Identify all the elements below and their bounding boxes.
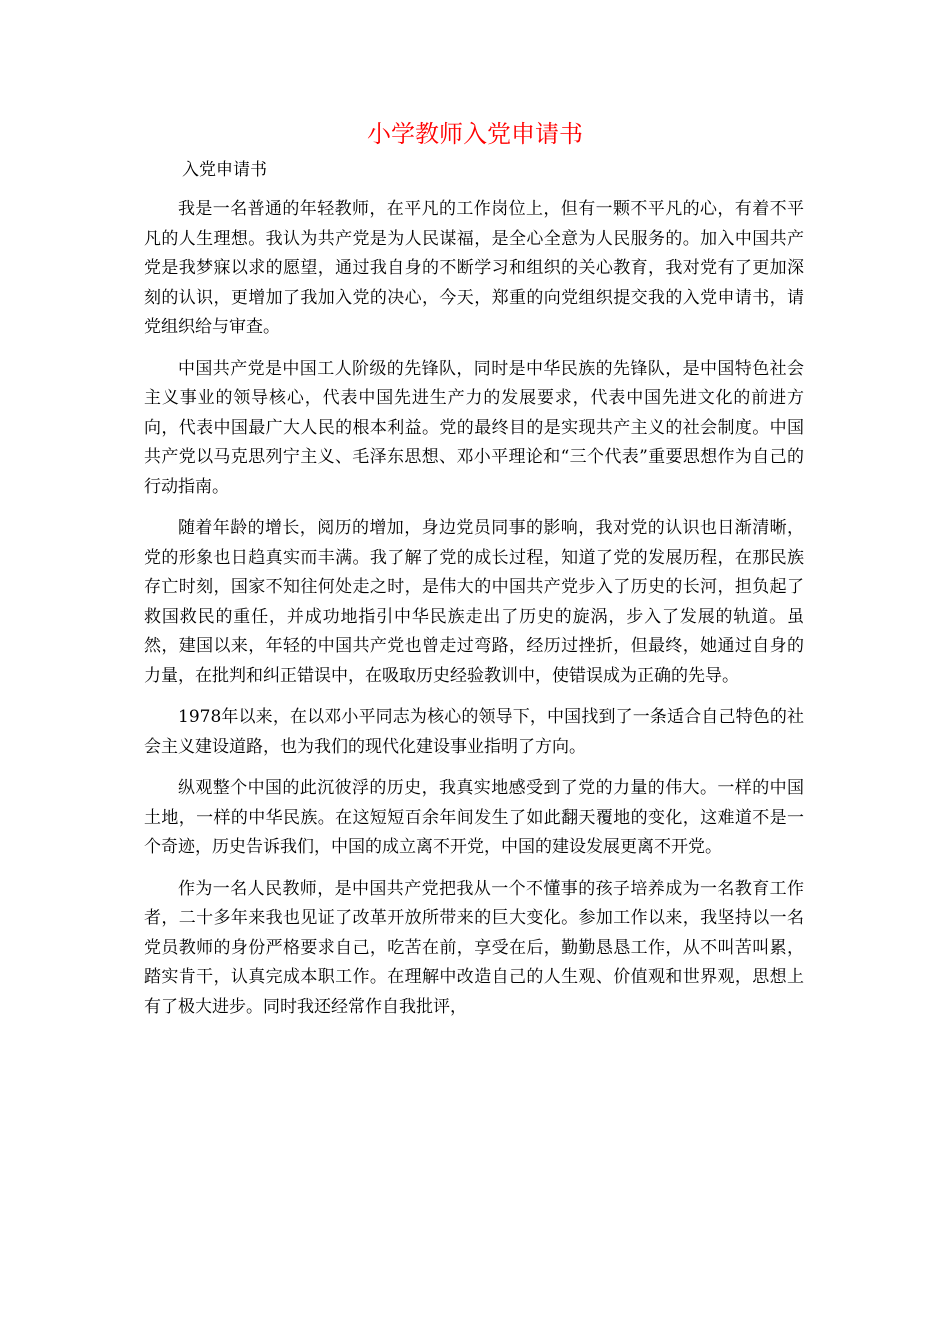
paragraph: 我是一名普通的年轻教师，在平凡的工作岗位上，但有一颗不平凡的心，有着不平凡的人生理想。我认为共产党是为人民谋福，是全心全意为人民服务的。加入中国共产党是我梦寐以求的愿望，通过我自身的不断学习和组织的关心教育，我对党有了更加深刻的认识，更增加了我加入党的决心，今天，郑重的向党组织提交我的入党申请书，请党组织给与审查。	[144, 199, 804, 337]
paragraph: 纵观整个中国的此沉彼浮的历史，我真实地感受到了党的力量的伟大。一样的中国土地，一样的中华民族。在这短短百余年间发生了如此翻天覆地的变化，这难道不是一个奇迹，历史告诉我们，中国的成立离不开党，中国的建设发展更离不开党。	[144, 778, 804, 857]
paragraph: 1978年以来，在以邓小平同志为核心的领导下，中国找到了一条适合自己特色的社会主义建设道路，也为我们的现代化建设事业指明了方向。	[144, 707, 804, 757]
paragraph: 随着年龄的增长，阅历的增加，身边党员同事的影响，我对党的认识也日渐清晰，党的形象也日趋真实而丰满。我了解了党的成长过程，知道了党的发展历程，在那民族存亡时刻，国家不知往何处走之时，是伟大的中国共产党步入了历史的长河，担负起了救国救民的重任，并成功地指引中华民族走出了历史的旋涡，步入了发展的轨道。虽然，建国以来，年轻的中国共产党也曾走过弯路，经历过挫折，但最终，她通过自身的力量，在批判和纠正错误中，在吸取历史经验教训中，使错误成为正确的先导。	[144, 518, 804, 686]
document-body	[144, 195, 804, 1034]
paragraph: 中国共产党是中国工人阶级的先锋队，同时是中华民族的先锋队，是中国特色社会主义事业的领导核心，代表中国先进生产力的发展要求，代表中国先进文化的前进方向，代表中国最广大人民的根本利益。党的最终目的是实现共产主义的社会制度。中国共产党以马克思列宁主义、毛泽东思想、邓小平理论和“三个代表”重要思想作为自己的行动指南。	[144, 358, 804, 497]
document-subtitle: 入党申请书	[182, 160, 267, 180]
paragraph: 作为一名人民教师，是中国共产党把我从一个不懂事的孩子培养成为一名教育工作者，二十多年来我也见证了改革开放所带来的巨大变化。参加工作以来，我坚持以一名党员教师的身份严格要求自己，吃苦在前，享受在后，勤勤恳恳工作，从不叫苦叫累，踏实肯干，认真完成本职工作。在理解中改造自己的人生观、价值观和世界观，思想上有了极大进步。同时我还经常作自我批评，	[144, 878, 804, 1017]
document-title: 小学教师入党申请书	[367, 120, 583, 148]
